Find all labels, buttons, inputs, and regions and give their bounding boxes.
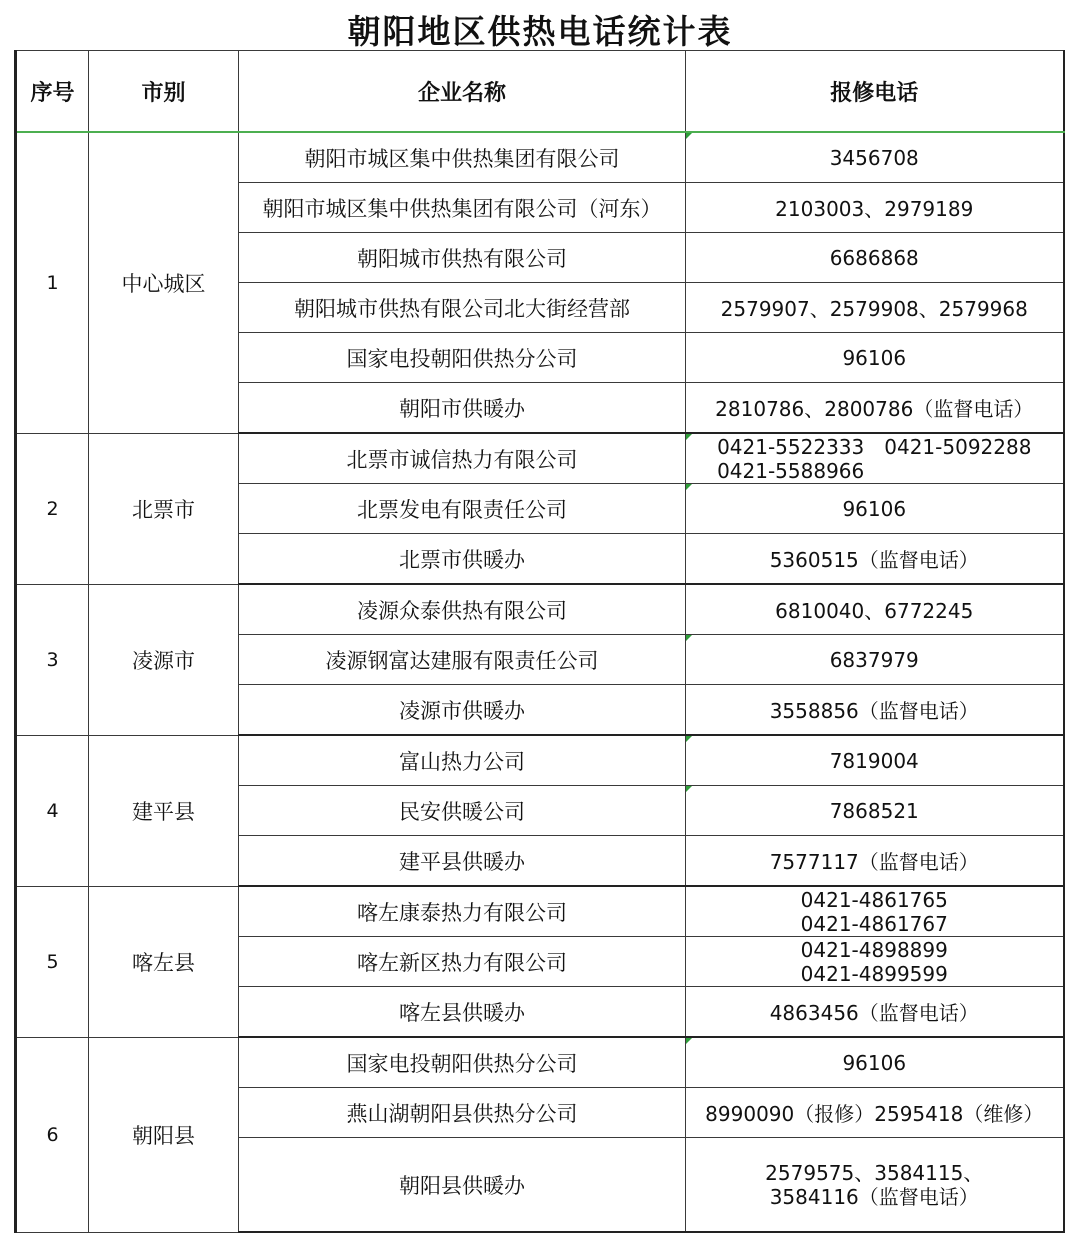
company-cell: 喀左康泰热力有限公司 — [239, 886, 686, 937]
city-cell: 中心城区 — [89, 132, 239, 433]
phone-cell: 2810786、2800786（监督电话） — [686, 383, 1064, 434]
heating-phone-table — [14, 50, 1065, 1233]
table-row — [16, 886, 1064, 937]
phone-line: 0421-5588966 — [717, 458, 865, 483]
phone-cell — [686, 886, 1064, 937]
phone-cell: 7868521 — [686, 786, 1064, 836]
seq-cell: 3 — [16, 584, 89, 735]
company-cell: 朝阳城市供热有限公司北大街经营部 — [239, 283, 686, 333]
company-cell: 燕山湖朝阳县供热分公司 — [239, 1088, 686, 1138]
table-row — [16, 735, 1064, 786]
phone-line: 2579575、3584115、 — [765, 1160, 984, 1185]
company-cell: 凌源众泰供热有限公司 — [239, 584, 686, 635]
phone-cell: 4863456（监督电话） — [686, 987, 1064, 1038]
table-row — [16, 1037, 1064, 1088]
phone-cell: 7819004 — [686, 735, 1064, 786]
phone-cell: 8990090（报修）2595418（维修） — [686, 1088, 1064, 1138]
phone-cell — [686, 937, 1064, 987]
phone-cell: 2103003、2979189 — [686, 183, 1064, 233]
seq-cell: 1 — [16, 132, 89, 433]
city-cell: 朝阳县 — [89, 1037, 239, 1232]
phone-line: 0421-4899599 — [800, 961, 948, 986]
phone-line: 0421-4861765 — [800, 887, 948, 912]
phone-cell — [686, 1138, 1064, 1233]
company-cell: 朝阳市城区集中供热集团有限公司（河东） — [239, 183, 686, 233]
phone-line: 0421-4898899 — [800, 937, 948, 962]
phone-cell: 7577117（监督电话） — [686, 836, 1064, 887]
phone-cell: 3456708 — [686, 132, 1064, 183]
city-cell: 喀左县 — [89, 886, 239, 1037]
phone-cell: 96106 — [686, 484, 1064, 534]
city-cell: 建平县 — [89, 735, 239, 886]
seq-cell: 2 — [16, 433, 89, 584]
phone-cell — [686, 433, 1064, 484]
header-phone: 报修电话 — [686, 51, 1064, 133]
phone-cell: 5360515（监督电话） — [686, 534, 1064, 585]
company-cell: 北票市诚信热力有限公司 — [239, 433, 686, 484]
city-cell: 凌源市 — [89, 584, 239, 735]
header-company: 企业名称 — [239, 51, 686, 133]
company-cell: 喀左新区热力有限公司 — [239, 937, 686, 987]
seq-cell: 4 — [16, 735, 89, 886]
seq-cell: 6 — [16, 1037, 89, 1232]
company-cell: 朝阳市城区集中供热集团有限公司 — [239, 132, 686, 183]
phone-line: 0421-4861767 — [800, 911, 948, 936]
company-cell: 国家电投朝阳供热分公司 — [239, 1037, 686, 1088]
page-title: 朝阳地区供热电话统计表 — [347, 12, 733, 51]
phone-cell: 2579907、2579908、2579968 — [686, 283, 1064, 333]
company-cell: 朝阳县供暖办 — [239, 1138, 686, 1233]
phone-cell: 6686868 — [686, 233, 1064, 283]
company-cell: 建平县供暖办 — [239, 836, 686, 887]
table-header-row — [16, 51, 1064, 133]
phone-cell: 96106 — [686, 1037, 1064, 1088]
phone-cell: 96106 — [686, 333, 1064, 383]
phone-cell: 3558856（监督电话） — [686, 685, 1064, 736]
table-row — [16, 433, 1064, 484]
phone-cell: 6810040、6772245 — [686, 584, 1064, 635]
company-cell: 凌源钢富达建服有限责任公司 — [239, 635, 686, 685]
header-city: 市别 — [89, 51, 239, 133]
company-cell: 北票发电有限责任公司 — [239, 484, 686, 534]
company-cell: 民安供暖公司 — [239, 786, 686, 836]
table-row — [16, 132, 1064, 183]
header-seq: 序号 — [16, 51, 89, 133]
phone-line: 3584116（监督电话） — [769, 1184, 979, 1209]
seq-cell: 5 — [16, 886, 89, 1037]
city-cell: 北票市 — [89, 433, 239, 584]
table-row — [16, 584, 1064, 635]
phone-line: 0421-5522333 0421-5092288 — [717, 434, 1032, 459]
company-cell: 朝阳市供暖办 — [239, 383, 686, 434]
company-cell: 朝阳城市供热有限公司 — [239, 233, 686, 283]
company-cell: 凌源市供暖办 — [239, 685, 686, 736]
company-cell: 国家电投朝阳供热分公司 — [239, 333, 686, 383]
company-cell: 北票市供暖办 — [239, 534, 686, 585]
company-cell: 富山热力公司 — [239, 735, 686, 786]
phone-cell: 6837979 — [686, 635, 1064, 685]
company-cell: 喀左县供暖办 — [239, 987, 686, 1038]
